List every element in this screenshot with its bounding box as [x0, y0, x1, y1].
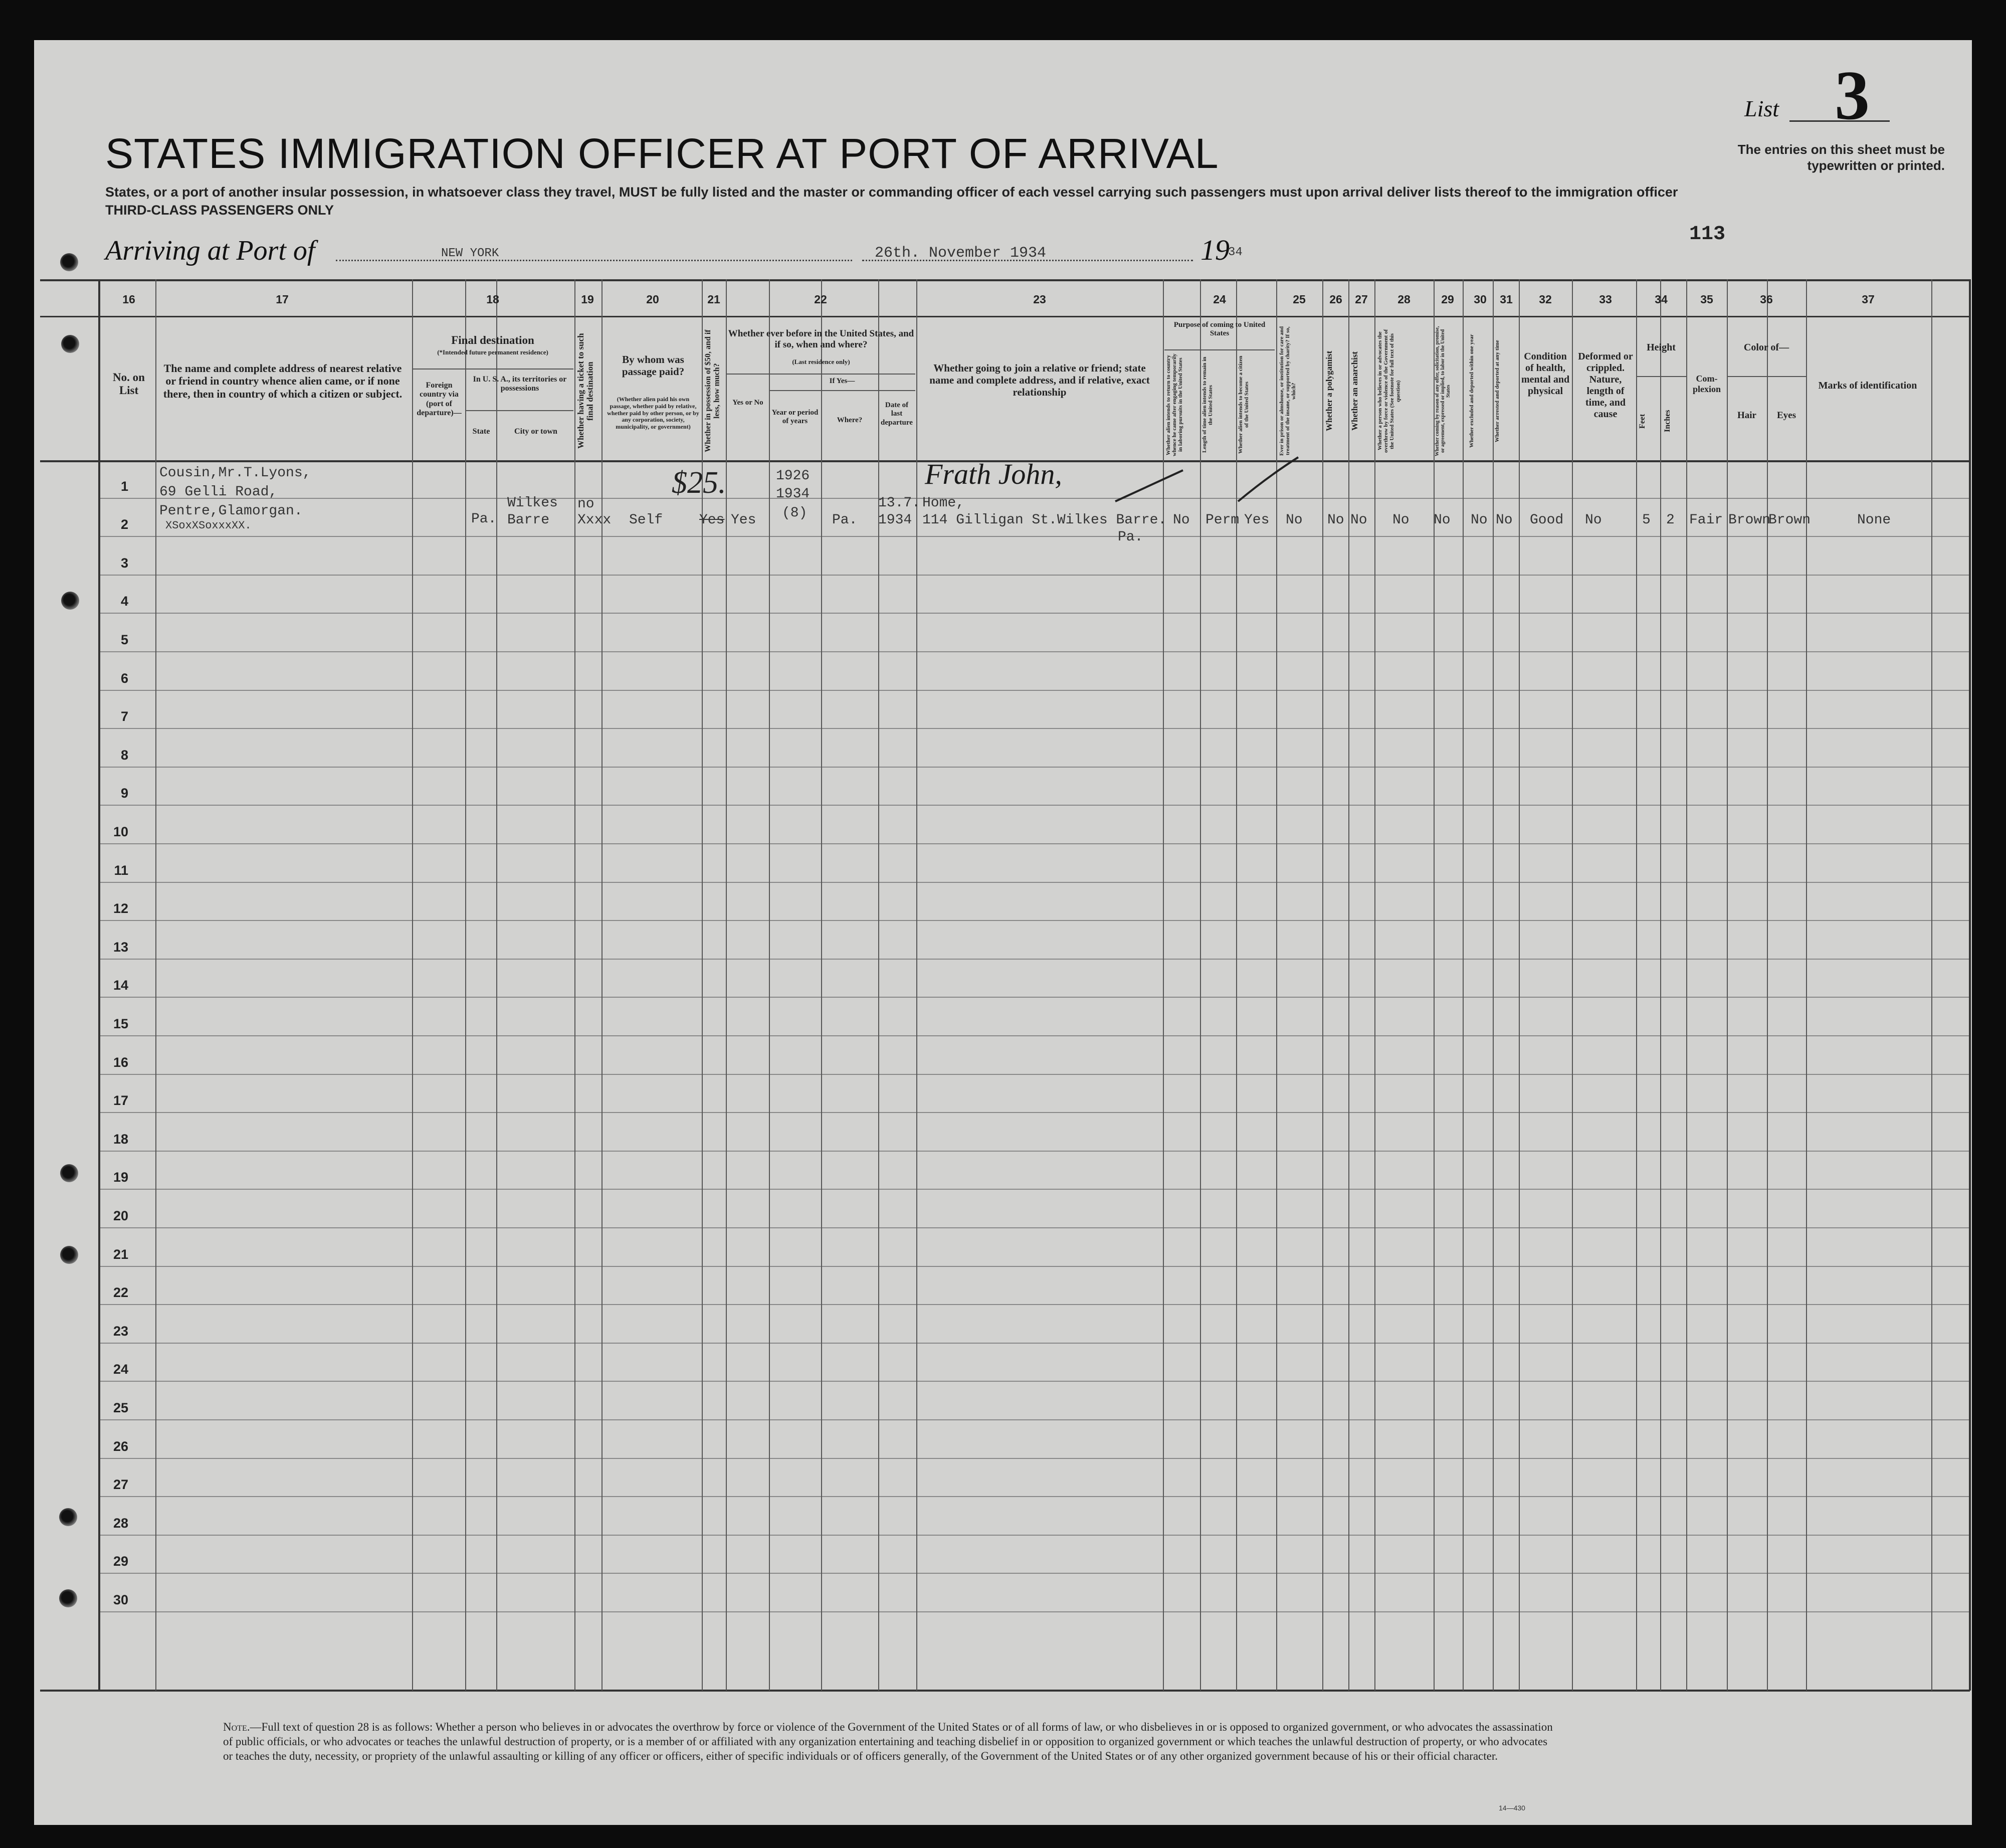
colnum-37: 37 — [1862, 293, 1875, 306]
header-overthrow: Whether a person who believes in or advocates the overthrow by force or violence of the Government of the United States (See footnote for full text of this question) — [1377, 329, 1401, 453]
header-feet: Feet — [1638, 414, 1647, 429]
entry-relative-line: Pentre,Glamorgan. — [159, 503, 303, 519]
header-city: City or town — [514, 427, 557, 436]
row-number: 22 — [113, 1285, 128, 1301]
row-number: 13 — [113, 939, 128, 955]
entry-relative-struck: XSoxXSoxxxXX. — [165, 519, 252, 532]
header-final-destination: Final destination — [451, 334, 534, 346]
header-join-relative: Whether going to join a relative or friend; state name and complete address, and if relative, exact relationship — [929, 362, 1150, 399]
colnum-16: 16 — [122, 293, 135, 306]
row-number: 6 — [120, 670, 128, 686]
colnum-34: 34 — [1655, 293, 1668, 306]
colnum-30: 30 — [1474, 293, 1487, 306]
footnote-label: Note. — [223, 1721, 250, 1733]
entry-year: 1926 — [776, 468, 810, 484]
header-nearest-relative: The name and complete address of nearest relative or friend in country whence alien came, or if none there, then in country of which a citizen or subject. — [163, 362, 403, 400]
row-number: 21 — [113, 1246, 128, 1262]
entries-note: The entries on this sheet must be typewritten or printed. — [1737, 142, 1945, 173]
row-number: 12 — [113, 901, 128, 916]
row-number: 1 — [120, 478, 128, 494]
colnum-23: 23 — [1033, 293, 1046, 306]
header-eyes: Eyes — [1777, 410, 1796, 421]
entry-inches: 2 — [1666, 512, 1675, 528]
entry-anarchist: No — [1350, 512, 1367, 528]
entry-where: Pa. — [832, 512, 858, 528]
arrival-port: NEW YORK — [441, 247, 499, 260]
pen-stroke — [1238, 457, 1298, 501]
row-number: 19 — [113, 1170, 128, 1185]
row-number: 11 — [114, 862, 128, 878]
entry-marks: None — [1857, 512, 1891, 528]
footnote — [223, 1720, 1556, 1763]
header-anarchist: Whether an anarchist — [1350, 351, 1359, 431]
header-passage-sub: (Whether alien paid his own passage, whether paid by relative, whether paid by other person, or by any corporation, society, municipality, or government) — [607, 396, 699, 431]
entry-ever-before: Yes — [731, 512, 756, 528]
header-color-of: Color of— — [1743, 342, 1789, 353]
form-number: 14—430 — [1499, 1804, 1525, 1812]
row-number: 15 — [113, 1016, 128, 1031]
entry-deformed: No — [1585, 512, 1602, 528]
list-number: 3 — [1835, 57, 1870, 134]
entry-length-stay: Perm — [1206, 512, 1240, 528]
entry-offer: No — [1434, 512, 1451, 528]
row-number: 4 — [120, 594, 128, 609]
row-number: 16 — [113, 1054, 128, 1070]
header-hair: Hair — [1737, 410, 1756, 421]
row-number: 7 — [120, 709, 128, 724]
colnum-22: 22 — [814, 293, 827, 306]
colnum-25: 25 — [1293, 293, 1306, 306]
entry-citizen-intent: Yes — [1244, 512, 1270, 528]
header-yes-no: Yes or No — [732, 399, 763, 407]
entry-join-address: Pa. — [1118, 529, 1143, 545]
header-last-departure: Date of last departure — [881, 401, 913, 427]
entry-health: Good — [1530, 512, 1564, 528]
row-number: 2 — [120, 517, 128, 532]
entry-city: Barre — [507, 512, 550, 528]
entry-passage-paid: Self — [629, 512, 663, 528]
pen-stroke — [1115, 470, 1183, 501]
entry-feet: 5 — [1642, 512, 1651, 528]
entry-ticket-struck: Xxxx — [577, 512, 612, 528]
colnum-36: 36 — [1760, 293, 1773, 306]
row-number: 10 — [113, 824, 128, 839]
entry-prison: No — [1286, 512, 1303, 528]
header-purpose: Purpose of coming to United States — [1173, 321, 1266, 338]
header-marks: Marks of identification — [1818, 380, 1917, 391]
header-last-residence: (Last residence only) — [792, 358, 850, 365]
header-health: Condition of health, mental and physical — [1521, 351, 1570, 397]
header-length-stay: Length of time alien intends to remain in the United States — [1201, 356, 1214, 453]
colnum-26: 26 — [1329, 293, 1342, 306]
header-year: Year or period of years — [771, 409, 819, 426]
header-arrested: Whether arrested and deported at any time — [1494, 340, 1500, 442]
colnum-35: 35 — [1700, 293, 1713, 306]
colnum-29: 29 — [1441, 293, 1454, 306]
list-label: List — [1744, 96, 1779, 121]
row-number: 17 — [113, 1093, 128, 1108]
header-height: Height — [1647, 342, 1676, 353]
header-return-intent: Whether alien intends to return to country whence he came after engaging temporarily in laboring pursuits in the United States — [1165, 353, 1184, 456]
row-number: 28 — [113, 1515, 128, 1531]
row-number: 26 — [113, 1438, 128, 1454]
entry-join-name: Frath John, — [925, 458, 1062, 490]
colnum-18: 18 — [486, 293, 499, 306]
header-polygamist: Whether a polygamist — [1324, 350, 1334, 432]
header-prison: Ever in prison or almshouse, or institution for care and treatment of the insane, or supported by charity? If so, which? — [1279, 326, 1297, 456]
colnum-33: 33 — [1599, 293, 1612, 306]
colnum-17: 17 — [276, 293, 289, 306]
arriving-label: Arriving at Port of — [105, 235, 315, 266]
row-number: 18 — [113, 1131, 128, 1147]
colnum-24: 24 — [1213, 293, 1226, 306]
colnum-28: 28 — [1397, 293, 1411, 306]
header-if-yes: If Yes— — [829, 377, 855, 385]
entry-eyes: Brown — [1768, 512, 1811, 528]
entry-money-amount: $25. — [672, 466, 726, 500]
colnum-32: 32 — [1539, 293, 1552, 306]
header-no-on-list: No. on List — [113, 371, 145, 397]
row-number: 25 — [113, 1400, 128, 1415]
entry-overthrow: No — [1392, 512, 1410, 528]
row-number: 27 — [113, 1477, 128, 1493]
sheet-number: 113 — [1689, 223, 1726, 246]
header-deformed: Deformed or crippled. Nature, length of time, and cause — [1578, 351, 1633, 420]
header-inches: Inches — [1663, 410, 1672, 433]
year-prefix: 19 — [1200, 234, 1230, 266]
entry-relative-line: 69 Gelli Road, — [159, 484, 278, 500]
header-offer: Whether coming by reason of any offer, solicitation, promise, or agreement, expressed or implied, to labor in the United States — [1435, 326, 1451, 456]
entry-join-address: 114 Gilligan St.Wilkes Barre. — [922, 512, 1167, 528]
header-in-usa: In U. S. A., its territories or possessions — [473, 375, 567, 393]
header-ever-before: Whether ever before in the United States, and if so, when and where? — [728, 328, 914, 350]
colnum-31: 31 — [1500, 293, 1513, 306]
row-number: 8 — [120, 747, 128, 763]
row-number: 14 — [113, 978, 128, 993]
entry-polygamist: No — [1327, 512, 1344, 528]
row-number: 3 — [120, 555, 128, 571]
footnote-text: —Full text of question 28 is as follows: Whether a person who believes in or advocates the overthrow by force or violence of the Government of the United States or of all forms of law, or who disbelieves in or is opposed to organized government, or who advocates the assassination of public officials, or who advocates or teaches the unlawful destruction of property, or is a member of or affiliated with any organization entertaining and teaching disbelief in or opposition to organized government or which teaches the unlawful destruction of property, or who advocates or teaches the duty, necessity, or propriety of the unlawful assaulting or killing of any officer or officers, either of specific individuals or of officers generally, of the Government of the United States or of any other organized government because of his or their official character. — [223, 1721, 1553, 1762]
header-citizen-intent: Whether alien intends to become a citizen of the United States — [1238, 355, 1250, 454]
row-number: 23 — [113, 1323, 128, 1339]
entry-join-address: Home, — [922, 495, 965, 511]
entry-ticket: no — [577, 496, 594, 512]
row-number: 24 — [113, 1362, 128, 1377]
header-future-residence: (*Intended future permanent residence) — [437, 348, 548, 356]
colnum-19: 19 — [581, 293, 594, 306]
row-number: 5 — [120, 632, 128, 647]
row-number: 29 — [113, 1554, 128, 1569]
header-passage-paid: By whom was passage paid? — [622, 353, 685, 378]
colnum-27: 27 — [1355, 293, 1368, 306]
header-where: Where? — [837, 416, 863, 424]
header-ticket: Whether having a ticket to such final destination — [576, 333, 595, 449]
row-number: 30 — [113, 1592, 128, 1607]
entry-year: 1934 — [776, 486, 810, 502]
page-title: STATES IMMIGRATION OFFICER AT PORT OF ARRIVAL — [105, 130, 1219, 177]
header-subtitle: States, or a port of another insular possession, in whatsoever class they travel, MUST be fully listed and the master or commanding officer of each vessel carrying such passengers must upon arrival deliver lists thereof to the immigration officer — [105, 184, 1678, 200]
entry-excluded: No — [1471, 512, 1488, 528]
header-money: Whether in possession of $50, and if less, how much? — [704, 329, 721, 453]
header-excluded: Whether excluded and deported within one year — [1469, 334, 1475, 448]
entry-city: Wilkes — [507, 495, 558, 511]
row-number: 9 — [120, 786, 128, 801]
colnum-21: 21 — [707, 293, 720, 306]
entry-relative-line: Cousin,Mr.T.Lyons, — [159, 465, 311, 481]
header-complexion: Com-plexion — [1692, 374, 1721, 394]
entry-complexion: Fair — [1689, 512, 1723, 528]
entry-year-period: (8) — [782, 505, 808, 521]
arrival-date: 26th. November 1934 — [875, 245, 1047, 262]
year-suffix: 34 — [1228, 246, 1243, 259]
passenger-class: THIRD-CLASS PASSENGERS ONLY — [105, 203, 334, 218]
entry-return-intent: No — [1173, 512, 1190, 528]
header-foreign-country: Foreign country via (port of departure)— — [417, 381, 462, 418]
header-state: State — [472, 427, 490, 436]
entry-state: Pa. — [471, 511, 497, 527]
entry-last-departure: 13.7. — [878, 495, 921, 511]
entry-last-departure: 1934 — [878, 512, 912, 528]
entry-hair: Brown — [1728, 512, 1771, 528]
entry-arrested: No — [1496, 512, 1513, 528]
entry-money-struck: Yes — [699, 512, 725, 528]
row-number: 20 — [113, 1208, 128, 1223]
colnum-20: 20 — [646, 293, 659, 306]
